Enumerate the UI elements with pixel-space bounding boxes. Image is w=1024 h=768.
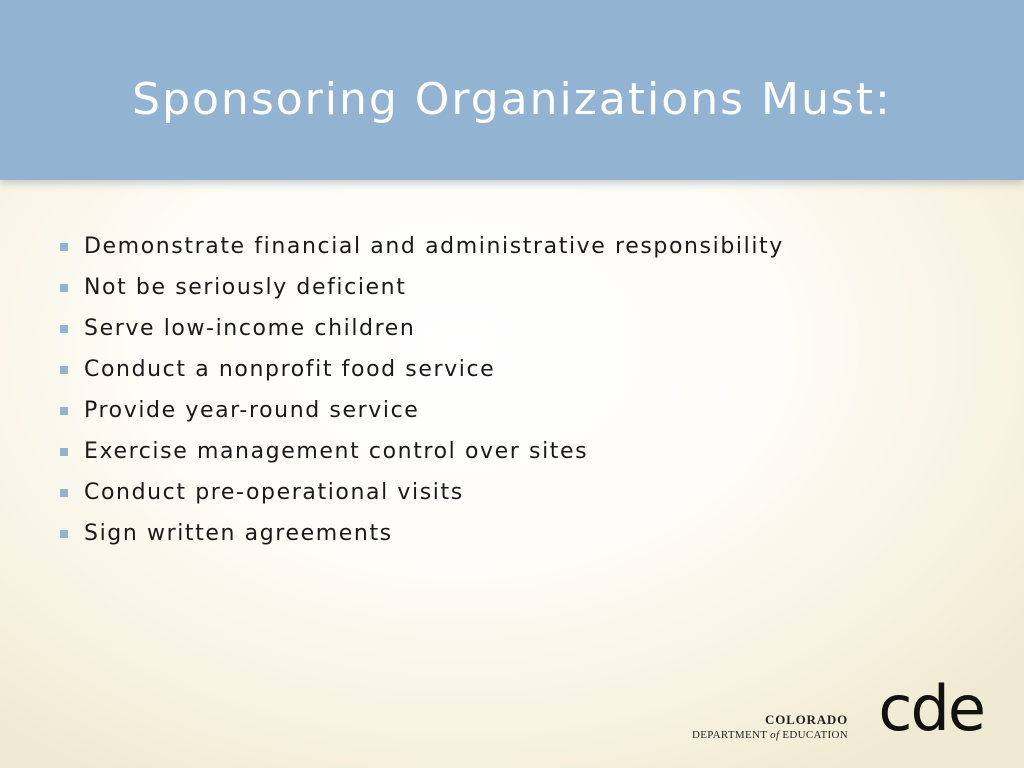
bullet-text: Provide year-round service <box>84 398 420 423</box>
logo-mark: cde <box>878 672 984 745</box>
bullet-square-icon <box>60 325 68 333</box>
bullet-square-icon <box>60 407 68 415</box>
bullet-item <box>60 431 784 472</box>
bullet-text: Conduct a nonprofit food service <box>84 357 496 382</box>
logo-department-prefix: DEPARTMENT <box>692 729 768 741</box>
bullet-text: Exercise management control over sites <box>84 439 589 464</box>
bullet-list <box>60 226 784 554</box>
title-band <box>0 0 1024 180</box>
bullet-item <box>60 226 784 267</box>
cde-logo <box>690 672 990 750</box>
logo-department-suffix: EDUCATION <box>782 729 848 741</box>
bullet-item <box>60 472 784 513</box>
bullet-item <box>60 390 784 431</box>
bullet-square-icon <box>60 530 68 538</box>
bullet-text: Sign written agreements <box>84 521 393 546</box>
slide-title: Sponsoring Organizations Must: <box>132 74 892 125</box>
bullet-square-icon <box>60 489 68 497</box>
bullet-square-icon <box>60 448 68 456</box>
bullet-item <box>60 513 784 554</box>
bullet-text: Demonstrate financial and administrative responsibility <box>84 234 784 259</box>
bullet-item <box>60 349 784 390</box>
bullet-text: Not be seriously deficient <box>84 275 407 300</box>
bullet-square-icon <box>60 284 68 292</box>
logo-department <box>692 728 848 742</box>
logo-state: COLORADO <box>765 712 848 727</box>
bullet-text: Serve low-income children <box>84 316 416 341</box>
bullet-item <box>60 308 784 349</box>
bullet-item <box>60 267 784 308</box>
bullet-square-icon <box>60 243 68 251</box>
logo-wordmark <box>692 712 848 742</box>
logo-department-of: of <box>770 729 780 741</box>
bullet-square-icon <box>60 366 68 374</box>
bullet-text: Conduct pre-operational visits <box>84 480 464 505</box>
